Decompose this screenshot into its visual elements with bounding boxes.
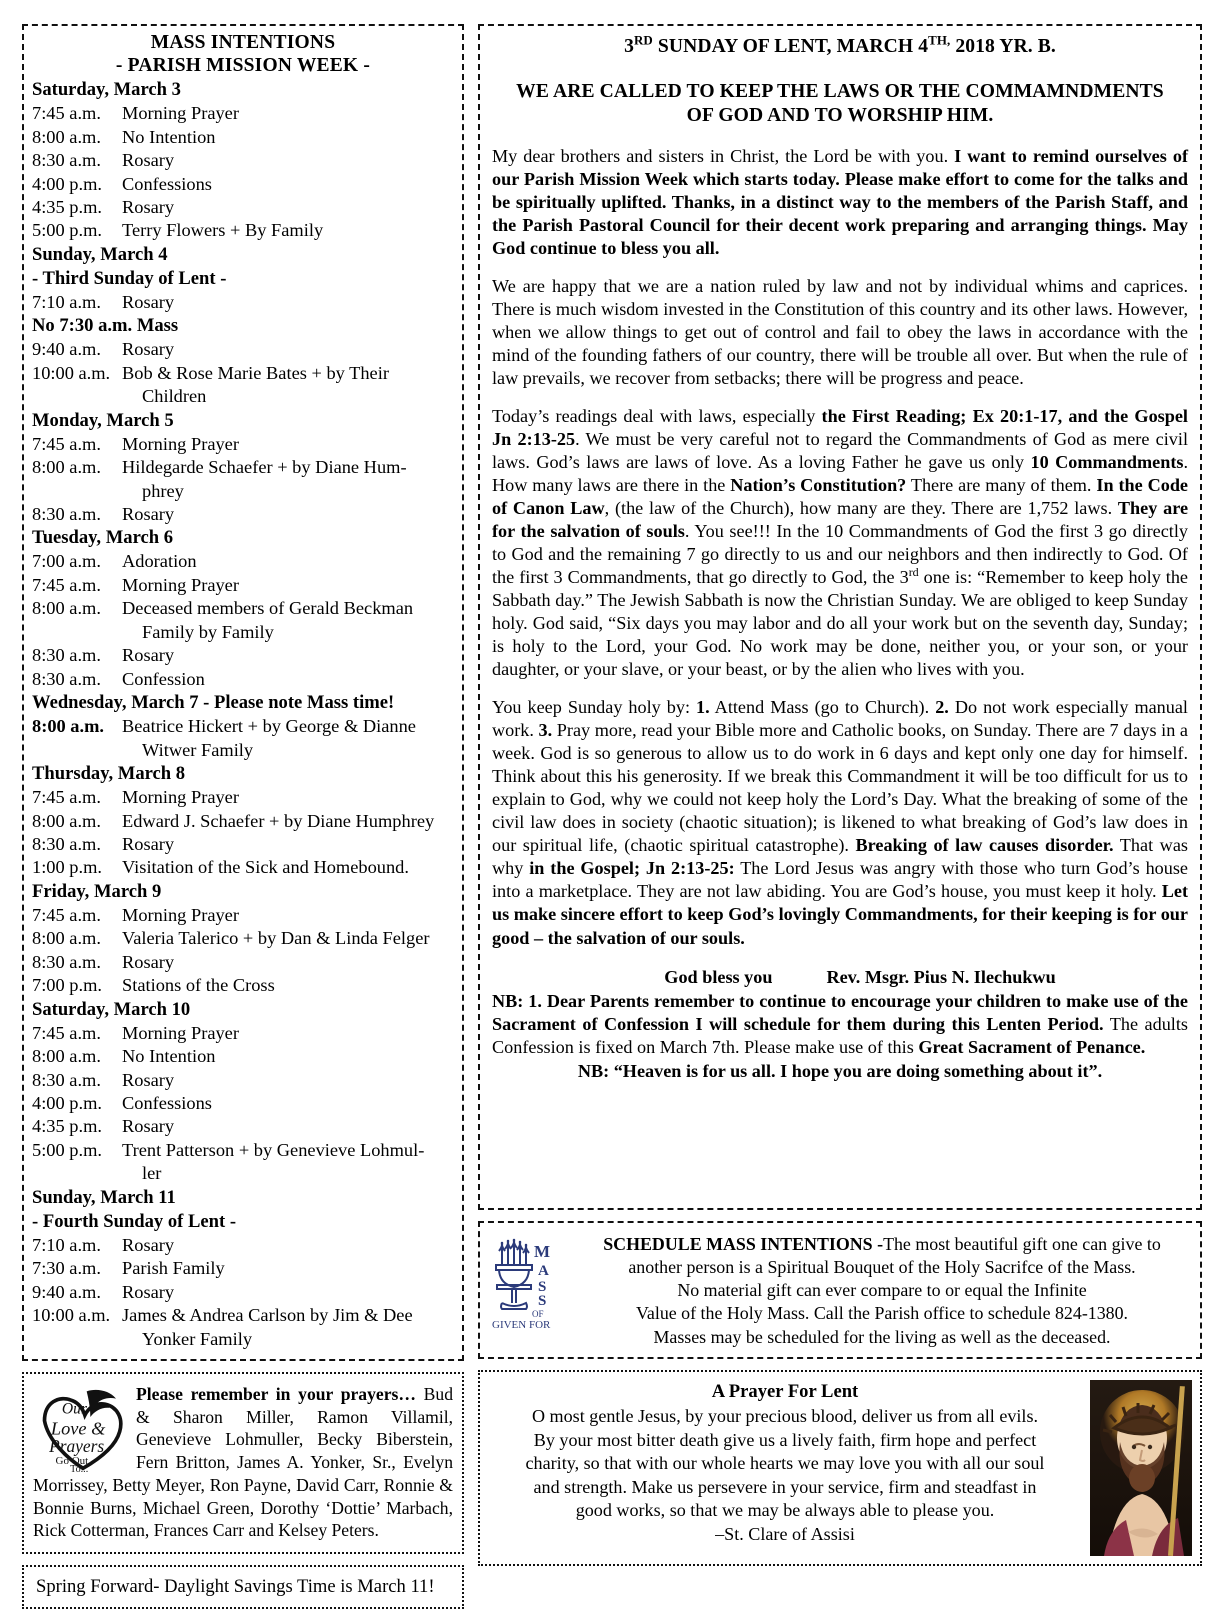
- mass-entry-description: Rosary: [122, 1234, 175, 1255]
- letter-nb1-c: Great Sacrament of Penance.: [918, 1036, 1146, 1057]
- mass-intentions-list: [32, 78, 454, 1351]
- mass-entry-row: [32, 362, 454, 385]
- mass-entry-row: [32, 597, 454, 620]
- svg-text:S: S: [538, 1292, 547, 1309]
- mass-entry-time: 4:35 p.m.: [32, 197, 102, 218]
- mass-day-heading: Thursday, March 8: [32, 763, 186, 785]
- letter-p4-gospel-ref: in the Gospel; Jn 2:13-25:: [529, 858, 735, 879]
- mass-entry-continuation: Children: [142, 386, 207, 407]
- mass-entry-time: 9:40 a.m.: [32, 1281, 101, 1302]
- lent-prayer-line4: and strength. Make us persevere in your service, firm and steadfast in: [533, 1476, 1037, 1497]
- mass-entry-description: Morning Prayer: [122, 787, 239, 808]
- letter-p4-closing-emphasis: Let us make sincere effort to keep God’s lovingly Commandments, for their keeping is for our good – the salvation of our souls.: [492, 881, 1188, 948]
- letter-p3-ordinal: rd: [908, 565, 919, 580]
- mass-entry-description: Trent Patterson + by Genevieve Lohmul-: [122, 1139, 425, 1160]
- mass-entry-time: 5:00 p.m.: [32, 220, 102, 241]
- mass-entry-description: James & Andrea Carlson by Jim & Dee: [122, 1305, 413, 1326]
- mass-entry-time: 7:30 a.m.: [32, 1258, 101, 1279]
- schedule-line4: Value of the Holy Mass. Call the Parish office to schedule 824-1380.: [635, 1303, 1129, 1324]
- lent-prayer-line3: charity, so that with our whole hearts we may love you with all our soul: [525, 1453, 1045, 1474]
- mass-entry-row: [32, 715, 454, 738]
- sunday-heading-number: 3: [624, 36, 634, 57]
- letter-p4-b: Attend Mass (go to Church).: [709, 697, 936, 718]
- mass-entry-row: [32, 1257, 454, 1280]
- mass-day-heading: Tuesday, March 6: [32, 527, 174, 549]
- lent-prayer-panel: [478, 1370, 1202, 1566]
- mass-entry-time: 7:45 a.m.: [32, 1022, 101, 1043]
- sunday-heading: [492, 32, 1188, 58]
- letter-p1-emphasis: I want to remind ourselves of our Parish Mission Week which starts today. Please make effort to come for the talks and be spiritually uplifted. Thanks, in a distinct way to the members of the Parish Staff, and the Parish Pastoral Council for their decent work preparing and arranging things. May God continue to bless you all.: [492, 146, 1188, 259]
- mass-entry-row: [32, 1069, 454, 1092]
- letter-p4-c: Do not work especially manual work.: [492, 697, 1188, 741]
- mass-day-subheading: - Fourth Sunday of Lent -: [32, 1210, 237, 1232]
- mass-entry-description: Rosary: [122, 291, 175, 312]
- mass-entry-time: 7:45 a.m.: [32, 574, 101, 595]
- mass-intentions-title: [32, 32, 454, 77]
- mass-intentions-panel: [22, 24, 464, 1361]
- mass-entry-time: 7:10 a.m.: [32, 291, 101, 312]
- lent-prayer-text: [490, 1380, 1080, 1546]
- letter-signature-line: [492, 967, 1188, 988]
- mass-entry-row: [32, 433, 454, 456]
- mass-entry-time: 4:00 p.m.: [32, 1093, 102, 1114]
- lent-prayer-line2: By your most bitter death give us a lively faith, firm hope and perfect: [533, 1429, 1037, 1450]
- mass-entry-description: Confessions: [122, 173, 212, 194]
- mass-chalice-wheat-icon: [488, 1235, 566, 1331]
- homily-heading-line1: WE ARE CALLED TO KEEP THE LAWS OR THE COMMAMNDMENTS: [516, 81, 1164, 102]
- letter-p4-a: You keep Sunday holy by:: [492, 697, 697, 718]
- mass-entry-row: [32, 974, 454, 997]
- mass-entry-description: Adoration: [122, 551, 197, 572]
- left-column: [22, 24, 464, 1597]
- letter-p3-e: . How many laws are there in the: [492, 452, 1188, 496]
- sunday-heading-year: 2018 YR. B.: [950, 36, 1056, 57]
- mass-entry-time: 10:00 a.m.: [32, 362, 111, 383]
- mass-entry-description: Parish Family: [122, 1258, 225, 1279]
- mass-entry-row: [32, 291, 454, 314]
- svg-text:Love &: Love &: [50, 1418, 106, 1439]
- letter-paragraph-4: [492, 696, 1188, 949]
- mass-entry-description: Confession: [122, 668, 205, 689]
- mass-entry-time: 7:45 a.m.: [32, 904, 101, 925]
- sunday-heading-ordinal: RD: [634, 32, 653, 48]
- mass-entry-row: [32, 951, 454, 974]
- letter-nb-2: NB: “Heaven is for us all. I hope you are doing something about it”.: [577, 1060, 1103, 1081]
- mass-entry-time: 8:30 a.m.: [32, 1069, 101, 1090]
- mass-entry-description: Morning Prayer: [122, 103, 239, 124]
- letter-p3-c: . We must be very careful not to regard the Commandments of God as mere civil laws. God’s laws are laws of love. As a loving Father he gave us only: [492, 429, 1188, 473]
- mass-entry-row: [32, 1234, 454, 1257]
- mass-entry-description: Bob & Rose Marie Bates + by Their: [122, 362, 389, 383]
- mass-entry-row: [32, 1139, 454, 1162]
- lent-prayer-line5: good works, so that we may be always able to please you.: [575, 1500, 995, 1521]
- mass-entry-row: [32, 550, 454, 573]
- ecce-homo-jesus-crown-of-thorns-icon: [1090, 1380, 1192, 1556]
- letter-p4-f: That was why: [492, 835, 1188, 879]
- mass-entry-row: [32, 338, 454, 361]
- prayer-request-names: Bud & Sharon Miller, Ramon Villamil, Genevieve Lohmuller, Becky Biberstein, Fern Britton, James A. Yonker, Sr., Evelyn Morrissey, Betty Meyer, Ron Payne, David Carr, Ronnie & Bonnie Burns, Michael Green, Dorothy ‘Dottie’ Marbach, Rick Cotterman, Frances Carr and Kelsey Peters.: [33, 1384, 453, 1541]
- mass-entry-time: 4:35 p.m.: [32, 1116, 102, 1137]
- mass-entry-description: Hildegarde Schaefer + by Diane Hum-: [122, 457, 407, 478]
- letter-paragraph-2: We are happy that we are a nation ruled by law and not by individual whims and caprices. There is much wisdom invested in the Constitution of this country and its other laws. However, when we allow things to get out of control and fail to obey the laws in accordance with the mind of the founding fathers of our country, there will be trouble all over. But when the rule of law prevails, we recover from setbacks; there will be progress and peace.: [492, 276, 1188, 389]
- mass-entry-time: 7:45 a.m.: [32, 433, 101, 454]
- mass-entry-row: [32, 1045, 454, 1068]
- svg-text:Our: Our: [61, 1400, 88, 1418]
- mass-entry-time: 8:00 a.m.: [32, 598, 101, 619]
- mass-entry-row: [32, 196, 454, 219]
- mass-entry-time: 8:30 a.m.: [32, 150, 101, 171]
- mass-entry-description: Deceased members of Gerald Beckman: [122, 598, 414, 619]
- mass-intentions-title-line2: - PARISH MISSION WEEK -: [115, 54, 371, 76]
- spring-forward-text: Spring Forward- Daylight Savings Time is March 11!: [36, 1575, 435, 1597]
- mass-entry-row: [32, 668, 454, 691]
- schedule-mass-intentions-panel: [478, 1221, 1202, 1359]
- letter-nb1-a: NB: 1. Dear Parents remember to continue to encourage your children to make use of the Sacrament of Confession I will schedule for them during this Lenten Period.: [492, 990, 1188, 1034]
- svg-text:GIVEN FOR: GIVEN FOR: [492, 1318, 551, 1331]
- mass-day-heading: Monday, March 5: [32, 409, 174, 431]
- mass-entry-time: 5:00 p.m.: [32, 1139, 102, 1160]
- mass-entry-row: [32, 219, 454, 242]
- mass-entry-time: 9:40 a.m.: [32, 339, 101, 360]
- mass-entry-time: 8:30 a.m.: [32, 951, 101, 972]
- letter-p3-ten-commandments: 10 Commandments: [1030, 452, 1184, 473]
- homily-heading-line2: OF GOD AND TO WORSHIP HIM.: [686, 104, 994, 126]
- letter-p3-l: one is: “Remember to keep holy the Sabbath day.” The Jewish Sabbath is now the Christian Sunday. We are obliged to keep Sunday holy. God said, “Six days you may labor and do all your work but on the seventh day, Sunday; is holy to the Lord, your God. No work may be done, neither you, or your son, or your daughter, or your slave, or your beast, or by the alien who lives with you.: [492, 567, 1189, 680]
- mass-entry-time: 7:00 p.m.: [32, 975, 102, 996]
- mass-entry-row: [32, 574, 454, 597]
- mass-entry-description: Morning Prayer: [122, 574, 239, 595]
- mass-entry-time: 7:45 a.m.: [32, 103, 101, 124]
- prayer-request-panel: [22, 1372, 464, 1554]
- mass-entry-description: Edward J. Schaefer + by Diane Humphrey: [122, 810, 435, 831]
- letter-p4-disorder: Breaking of law causes disorder.: [855, 835, 1114, 856]
- lent-prayer-attribution: –St. Clare of Assisi: [715, 1523, 855, 1544]
- mass-entry-description: Rosary: [122, 1069, 175, 1090]
- mass-entry-time: 4:00 p.m.: [32, 173, 102, 194]
- letter-p1-greeting: My dear brothers and sisters in Christ, the Lord be with you.: [492, 146, 955, 166]
- svg-text:S: S: [538, 1278, 547, 1295]
- mass-entry-row: [32, 856, 454, 879]
- letter-p3-g: There are many of them.: [906, 475, 1097, 496]
- sunday-heading-date-ordinal: TH,: [928, 32, 951, 48]
- lent-prayer-title: A Prayer For Lent: [711, 1381, 859, 1402]
- mass-entry-description: Rosary: [122, 645, 175, 666]
- mass-entry-description: Stations of the Cross: [122, 975, 275, 996]
- mass-entry-description: Rosary: [122, 150, 175, 171]
- mass-entry-description: Confessions: [122, 1093, 212, 1114]
- schedule-line1: The most beautiful gift one can give to: [883, 1233, 1161, 1254]
- mass-entry-time: 8:00 a.m.: [32, 126, 101, 147]
- letter-p4-item-2: 2.: [935, 697, 949, 718]
- mass-entry-time: 8:00 a.m.: [32, 457, 101, 478]
- prayer-request-text: [33, 1383, 453, 1542]
- mass-entry-continuation: Yonker Family: [142, 1328, 253, 1349]
- mass-entry-row: [32, 833, 454, 856]
- letter-paragraph-1: [492, 145, 1188, 260]
- letter-p4-h: The Lord Jesus was angry with those who turn God’s house into a marketplace. They are not law abiding. You are God’s house, you must keep it holy.: [492, 858, 1189, 902]
- mass-day-heading: Sunday, March 4: [32, 243, 168, 265]
- mass-entry-continuation: Witwer Family: [142, 739, 254, 760]
- schedule-lead: SCHEDULE MASS INTENTIONS -: [603, 1233, 884, 1254]
- mass-entry-description: Rosary: [122, 504, 175, 525]
- svg-text:A: A: [538, 1262, 549, 1279]
- mass-entry-description: Morning Prayer: [122, 904, 239, 925]
- mass-entry-row: [32, 456, 454, 479]
- mass-entry-description: No Intention: [122, 1046, 216, 1067]
- letter-p4-d: Pray more, read your Bible more and Catholic books, on Sunday. There are 7 days in a week. God is so generous to allow us to do work in 6 days and kept only one day for himself. Think about this his generosity. If we break this Commandment it will be too difficult for us to explain to God, why we could not keep holy the Lord’s Day. What the breaking of some of the civil law does in society (chaotic situation); is likened to what breaking of God’s law does in our spiritual life, (chaotic spiritual catastrophe).: [492, 720, 1188, 856]
- letter-p3-constitution: Nation’s Constitution?: [730, 475, 907, 496]
- svg-text:Go Out: Go Out: [55, 1454, 89, 1467]
- mass-entry-continuation: ler: [142, 1163, 162, 1184]
- mass-day-heading: Saturday, March 10: [32, 998, 191, 1020]
- mass-entry-description: Terry Flowers + By Family: [122, 220, 324, 241]
- letter-signoff: God bless you: [664, 966, 773, 987]
- mass-entry-row: [32, 644, 454, 667]
- mass-day-subheading: No 7:30 a.m. Mass: [32, 315, 179, 337]
- mass-entry-continuation: Family by Family: [142, 621, 274, 642]
- mass-entry-time: 7:10 a.m.: [32, 1234, 101, 1255]
- letter-p3-readings: the First Reading; Ex 20:1-17, and the Gospel Jn 2:13-25: [492, 406, 1188, 450]
- svg-text:M: M: [534, 1241, 551, 1261]
- letter-signer: Rev. Msgr. Pius N. Ilechukwu: [826, 966, 1056, 987]
- right-column: [478, 24, 1202, 1566]
- schedule-line5: Masses may be scheduled for the living as well as the deceased.: [653, 1326, 1111, 1347]
- letter-p3-k: . You see!!! In the 10 Commandments of God the first 3 go directly to God and the remaining 7 go directly to us and our neighbors and then indirectly to God. Of the first 3 Commandments, that go directly to God, the 3: [492, 521, 1188, 588]
- mass-entry-row: [32, 149, 454, 172]
- letter-p3-a: Today’s readings deal with laws, especially: [492, 406, 822, 427]
- mass-entry-time: 8:00 a.m.: [32, 716, 105, 737]
- mass-intentions-title-line1: MASS INTENTIONS: [150, 32, 336, 53]
- mass-entry-description: Rosary: [122, 197, 175, 218]
- mass-entry-description: Morning Prayer: [122, 1022, 239, 1043]
- mass-entry-time: 8:30 a.m.: [32, 833, 101, 854]
- mass-entry-description: Rosary: [122, 833, 175, 854]
- prayer-request-lead: Please remember in your prayers…: [136, 1384, 416, 1405]
- mass-entry-time: 8:00 a.m.: [32, 810, 101, 831]
- mass-entry-row: [32, 810, 454, 833]
- mass-entry-time: 8:00 a.m.: [32, 1046, 101, 1067]
- mass-entry-description: Rosary: [122, 1116, 175, 1137]
- mass-day-heading: Saturday, March 3: [32, 79, 181, 101]
- letter-p4-item-3: 3.: [538, 720, 553, 741]
- mass-entry-row: [32, 503, 454, 526]
- mass-entry-time: 7:00 a.m.: [32, 551, 101, 572]
- mass-entry-row: [32, 173, 454, 196]
- mass-entry-description: Valeria Talerico + by Dan & Linda Felger: [122, 928, 430, 949]
- mass-entry-row: [32, 1022, 454, 1045]
- mass-day-heading: Friday, March 9: [32, 880, 162, 902]
- mass-entry-row: [32, 126, 454, 149]
- letter-nb-1: [492, 990, 1188, 1059]
- mass-entry-row: [32, 1115, 454, 1138]
- mass-entry-row: [32, 904, 454, 927]
- mass-entry-time: 8:00 a.m.: [32, 928, 101, 949]
- mass-entry-description: Rosary: [122, 339, 175, 360]
- svg-text:OF: OF: [532, 1308, 544, 1319]
- letter-p3-salvation: They are for the salvation of souls: [492, 498, 1189, 542]
- mass-entry-row: [32, 927, 454, 950]
- mass-entry-description: Morning Prayer: [122, 433, 239, 454]
- mass-day-heading: Wednesday, March 7 - Please note Mass time!: [32, 692, 395, 714]
- pastor-letter-panel: [478, 24, 1202, 1210]
- mass-entry-description: No Intention: [122, 126, 216, 147]
- letter-p4-item-1: 1.: [696, 697, 710, 718]
- sunday-heading-mid: SUNDAY OF LENT, MARCH 4: [652, 36, 929, 57]
- letter-nb1-b: The adults Confession is fixed on March 7th. Please make use of this: [492, 1013, 1188, 1057]
- mass-entry-row: [32, 1092, 454, 1115]
- mass-entry-time: 1:00 p.m.: [32, 857, 102, 878]
- letter-paragraph-3: [492, 405, 1188, 681]
- mass-day-heading: Sunday, March 11: [32, 1186, 176, 1208]
- mass-entry-time: 10:00 a.m.: [32, 1305, 111, 1326]
- homily-heading: [492, 80, 1188, 127]
- mass-entry-time: 8:30 a.m.: [32, 504, 101, 525]
- mass-entry-description: Visitation of the Sick and Homebound.: [122, 857, 409, 878]
- mass-entry-description: Rosary: [122, 1281, 175, 1302]
- svg-text:To...: To...: [70, 1464, 89, 1473]
- mass-entry-description: Beatrice Hickert + by George & Dianne: [122, 716, 416, 737]
- mass-entry-description: Rosary: [122, 951, 175, 972]
- mass-entry-row: [32, 1281, 454, 1304]
- letter-p3-i: , (the law of the Church), how many are they. There are 1,752 laws.: [604, 498, 1118, 519]
- mass-entry-row: [32, 102, 454, 125]
- our-love-and-prayers-heart-icon: [37, 1384, 129, 1472]
- schedule-line2: another person is a Spiritual Bouquet of the Holy Sacrifce of the Mass.: [628, 1256, 1136, 1277]
- lent-prayer-line1: O most gentle Jesus, by your precious blood, deliver us from all evils.: [531, 1406, 1039, 1427]
- mass-entry-continuation: phrey: [142, 480, 184, 501]
- letter-body: [492, 145, 1188, 950]
- schedule-line3: No material gift can ever compare to or equal the Infinite: [677, 1280, 1087, 1301]
- spring-forward-panel: [22, 1565, 464, 1609]
- mass-entry-time: 8:30 a.m.: [32, 668, 101, 689]
- svg-text:Prayers: Prayers: [49, 1435, 105, 1456]
- mass-entry-time: 8:30 a.m.: [32, 645, 101, 666]
- mass-entry-row: [32, 1304, 454, 1327]
- letter-p3-canon-law: In the Code of Canon Law: [492, 475, 1189, 519]
- mass-day-subheading: - Third Sunday of Lent -: [32, 267, 227, 289]
- schedule-mass-text: [574, 1231, 1190, 1349]
- mass-entry-time: 7:45 a.m.: [32, 787, 101, 808]
- mass-entry-row: [32, 786, 454, 809]
